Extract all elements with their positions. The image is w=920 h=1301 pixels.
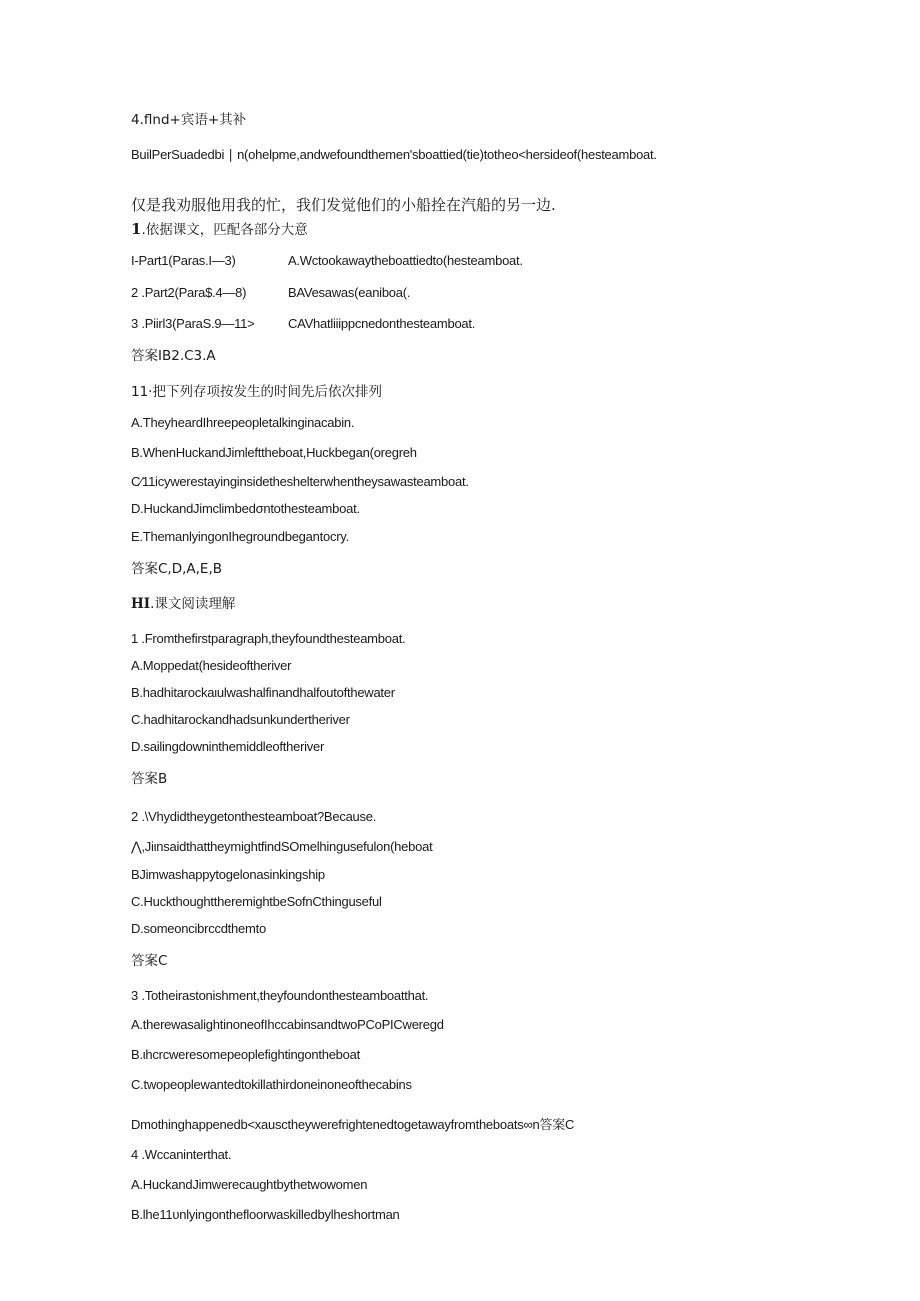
event-a: A.TheyheardIhreepeopletalkinginacabin. bbox=[131, 415, 355, 430]
exercise-1-heading bbox=[131, 220, 308, 239]
question-4: 4 .Wccaninterthat. bbox=[131, 1147, 232, 1162]
question-2-option-b: BJimwashappytogelonasinkingship bbox=[131, 867, 325, 882]
question-4-option-b: B.lhe11υnlyingonthefloorwaskilledbylheshortman bbox=[131, 1207, 400, 1222]
exercise-1-number: 1 bbox=[131, 220, 142, 238]
question-3-option-c: C.twopeoplewantedtokillathirdoneinoneofthecabins bbox=[131, 1077, 412, 1092]
exercise-2-heading: 11·把下列存项按发生的时间先后依次排列 bbox=[131, 384, 382, 400]
question-1: 1 .Fromthefirstparagraph,theyfoundthesteamboat. bbox=[131, 631, 406, 646]
question-1-option-b: B.hadhitarockaιulwashalfinandhalfoutofthewater bbox=[131, 685, 395, 700]
event-c: C⁄11icywerestayinginsidetheshelterwhentheysawasteamboat. bbox=[131, 474, 469, 489]
match-item-1-part: I-Part1(Paras.I—3) bbox=[131, 253, 236, 268]
question-1-option-a: A.Moppedat(hesideoftheriver bbox=[131, 658, 292, 673]
event-d: D.HuckandJimclimbedσntothesteamboat. bbox=[131, 501, 360, 516]
exercise-3-heading bbox=[131, 595, 235, 613]
event-e: E.ThemanlyingonIhegroundbegantocry. bbox=[131, 529, 349, 544]
question-3-option-a: A.therewasalightinoneofIhccabinsandtwoPCoPICweregd bbox=[131, 1017, 444, 1032]
event-b: B.WhenHuckandJimlefttheboat,Huckbegan(oregreh bbox=[131, 445, 417, 460]
exercise-2-answer: 答案C,D,A,E,B bbox=[131, 561, 223, 577]
example-sentence-english: BuilPerSuadedbi ∣ n(ohelpme,andwefoundthemen'sboattied(tie)totheo<hersideof(hesteamboat. bbox=[131, 147, 657, 162]
question-4-option-a: A.HuckandJimwerecaughtbythetwowomen bbox=[131, 1177, 368, 1192]
section-heading-find-complement: 4.flnd+宾语+其补 bbox=[131, 112, 247, 128]
question-3: 3 .Totheirastonishment,theyfoundonthesteamboatthat. bbox=[131, 988, 429, 1003]
exercise-3-number: HI bbox=[131, 596, 151, 612]
question-2-option-d: D.someoncibrccdthemto bbox=[131, 921, 266, 936]
match-option-b: BAVesawas(eanіboa(. bbox=[288, 285, 411, 300]
question-2: 2 .\Vhydidtheygetonthesteamboat?Because. bbox=[131, 809, 377, 824]
match-option-a: A.Wctookawaytheboattiedto(hesteamboat. bbox=[288, 253, 523, 268]
question-3-option-b: B.ιhcrcweresomepeoplefightingontheboat bbox=[131, 1047, 360, 1062]
question-1-option-d: D.sailingdowninthemiddleoftheriver bbox=[131, 739, 325, 754]
question-2-option-c: C.HuckthoughttheremightbeSofnCthinguseful bbox=[131, 894, 382, 909]
match-item-3-part: 3 .Piirl3(ParaS.9—11> bbox=[131, 316, 255, 331]
match-item-2-part: 2 .Part2(Para$.4—8) bbox=[131, 285, 247, 300]
exercise-1-title: .依据课文，匹配各部分大意 bbox=[141, 222, 308, 238]
question-2-option-a: ⋀,JiιnsaidthattheymightfindSOmelhingusefulon(heboat bbox=[131, 839, 433, 854]
exercise-1-answer: 答案IB2.C3.A bbox=[131, 348, 216, 364]
match-option-c: CAVhatliiippcnedonthesteamboat. bbox=[288, 316, 476, 331]
question-2-answer: 答案C bbox=[131, 953, 168, 969]
question-1-answer: 答案B bbox=[131, 771, 168, 787]
question-1-option-c: C.hadhitarockandhadsunkundertheriver bbox=[131, 712, 350, 727]
example-sentence-chinese: 仅是我劝服他用我的忙，我们发觉他们的小船拴在汽船的另一边. bbox=[131, 196, 556, 214]
question-3-option-d-and-answer: Dmothinghappenedb<xausctheywerefrightenedtogetawayfromtheboats∞n答案C bbox=[131, 1117, 575, 1132]
exercise-3-title: .课文阅读理解 bbox=[150, 596, 236, 612]
